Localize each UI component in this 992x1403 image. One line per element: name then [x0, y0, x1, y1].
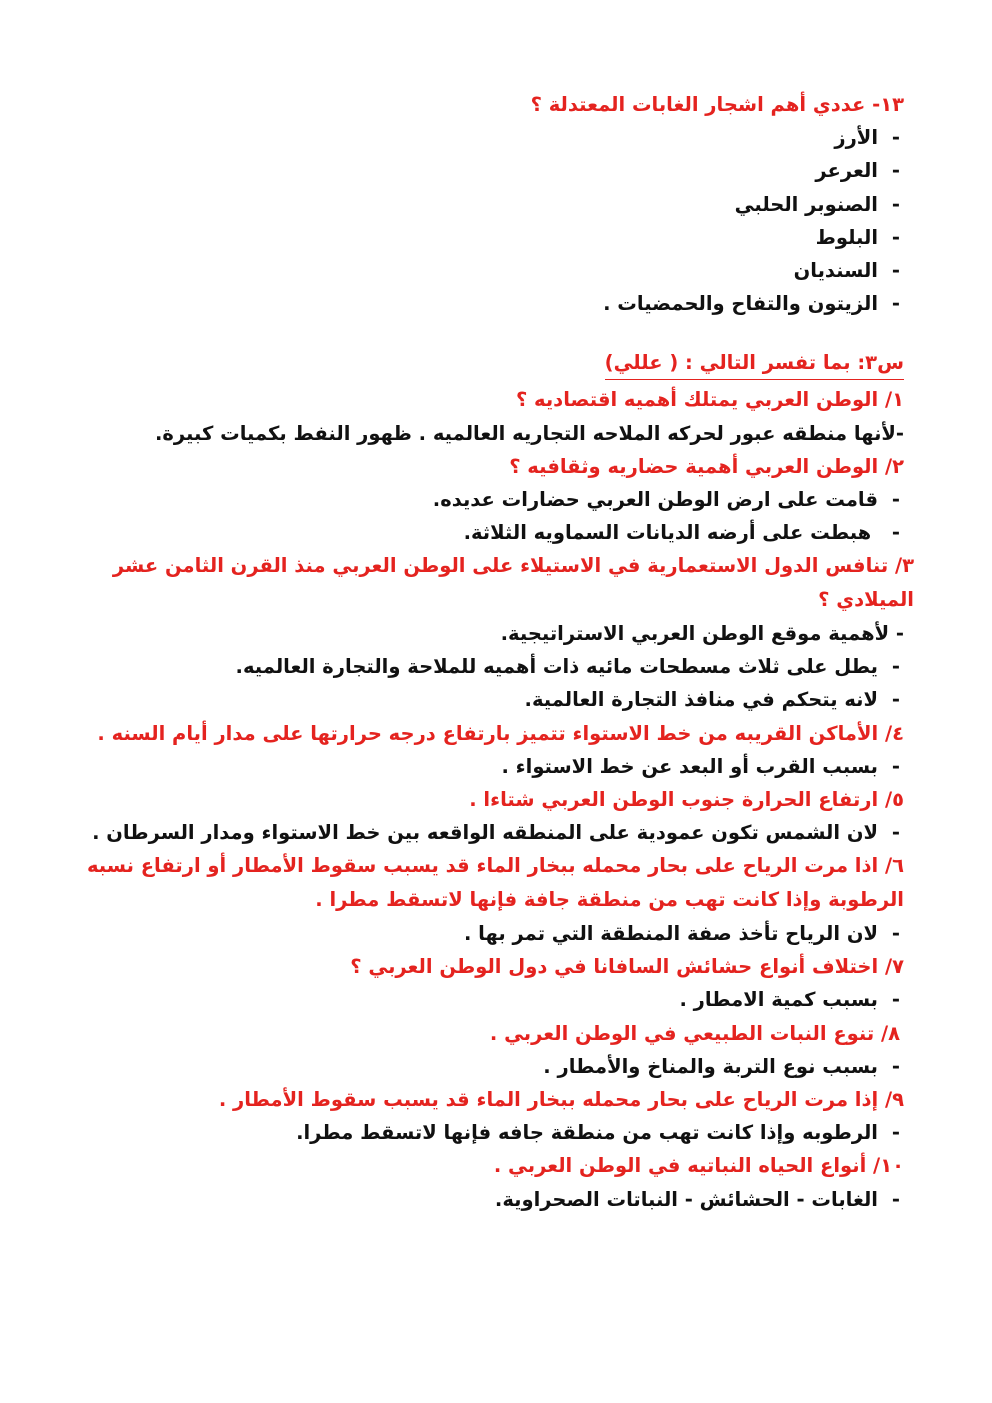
section3-heading: س٣: بما تفسر التالي : ( عللي) [605, 348, 904, 380]
s3-q2-answer-2: - هبطت على أرضه الديانات السماويه الثلاثة. [463, 521, 900, 545]
s3-q8: ٨/ تنوع النبات الطبيعي في الوطن العربي . [489, 1021, 900, 1045]
s3-q9: ٩/ إذا مرت الرياح على بحار محمله ببخار الماء قد يسبب سقوط الأمطار . [218, 1088, 904, 1112]
q13-item-5: -السنديان [793, 259, 900, 283]
s3-q5: ٥/ ارتفاع الحرارة جنوب الوطن العربي شتاءا . [469, 788, 904, 812]
q13-item-2: -العرعر [815, 159, 900, 183]
s3-q10-answer-1: -الغابات - الحشائش - النباتات الصحراوية. [494, 1187, 900, 1211]
q13-item-6: -الزيتون والتفاح والحمضيات . [603, 292, 900, 316]
q13-item-1: -الأرز [834, 126, 900, 150]
s3-q7: ٧/ اختلاف أنواع حشائش السافانا في دول الوطن العربي ؟ [350, 955, 904, 979]
s3-q6: ٦/ اذا مرت الرياح على بحار محمله ببخار الماء قد يسبب سقوط الأمطار أو ارتفاع نسبه الرطوبة وإذا كانت تهب من منطقة جافة فإنها لاتسقط مطرا . [86, 854, 904, 912]
s3-q3-answer-1: - لأهمية موقع الوطن العربي الاستراتيجية. [500, 622, 904, 646]
s3-q3: ٣/ تنافس الدول الاستعمارية في الاستيلاء على الوطن العربي منذ القرن الثامن عشر الميلادي ؟ [112, 554, 914, 612]
s3-q10: ١٠/ أنواع الحياه النباتيه في الوطن العربي . [493, 1154, 904, 1178]
worksheet-page [86, 88, 914, 1216]
s3-q4-answer-1: -بسبب القرب أو البعد عن خط الاستواء . [501, 754, 900, 778]
s3-q1-answer-1: -لأنها منطقه عبور لحركه الملاحه التجاريه العالميه . ظهور النفط بكميات كبيرة. [155, 421, 904, 445]
q13-item-3: -الصنوبر الحلبي [734, 192, 900, 216]
s3-q6-answer-1: -لان الرياح تأخذ صفة المنطقة التي تمر بها . [463, 922, 900, 946]
s3-q8-answer-1: -بسبب نوع التربة والمناخ والأمطار . [543, 1054, 900, 1078]
s3-q9-answer-1: -الرطوبه وإذا كانت تهب من منطقة جافه فإنها لاتسقط مطرا. [296, 1121, 900, 1145]
s3-q2: ٢/ الوطن العربي أهمية حضاريه وثقافيه ؟ [509, 454, 904, 478]
s3-q3-answer-3: -لانه يتحكم في منافذ التجارة العالمية. [524, 688, 900, 712]
s3-q7-answer-1: -بسبب كمية الامطار . [679, 988, 900, 1012]
s3-q4: ٤/ الأماكن القريبه من خط الاستواء تتميز بارتفاع درجه حرارتها على مدار أيام السنه . [97, 721, 904, 745]
q13-item-4: -البلوط [815, 225, 900, 249]
s3-q2-answer-1: -قامت على ارض الوطن العربي حضارات عديده. [432, 488, 900, 512]
section-spacer [104, 320, 904, 348]
s3-q5-answer-1: -لان الشمس تكون عمودية على المنطقه الواقعه بين خط الاستواء ومدار السرطان . [92, 821, 900, 845]
q13-title: ١٣- عددي أهم اشجار الغابات المعتدلة ؟ [530, 93, 904, 116]
s3-q1: ١/ الوطن العربي يمتلك أهميه اقتصاديه ؟ [515, 388, 904, 412]
s3-q3-answer-2: -يطل على ثلاث مسطحات مائيه ذات أهميه للملاحة والتجارة العالميه. [235, 655, 900, 679]
